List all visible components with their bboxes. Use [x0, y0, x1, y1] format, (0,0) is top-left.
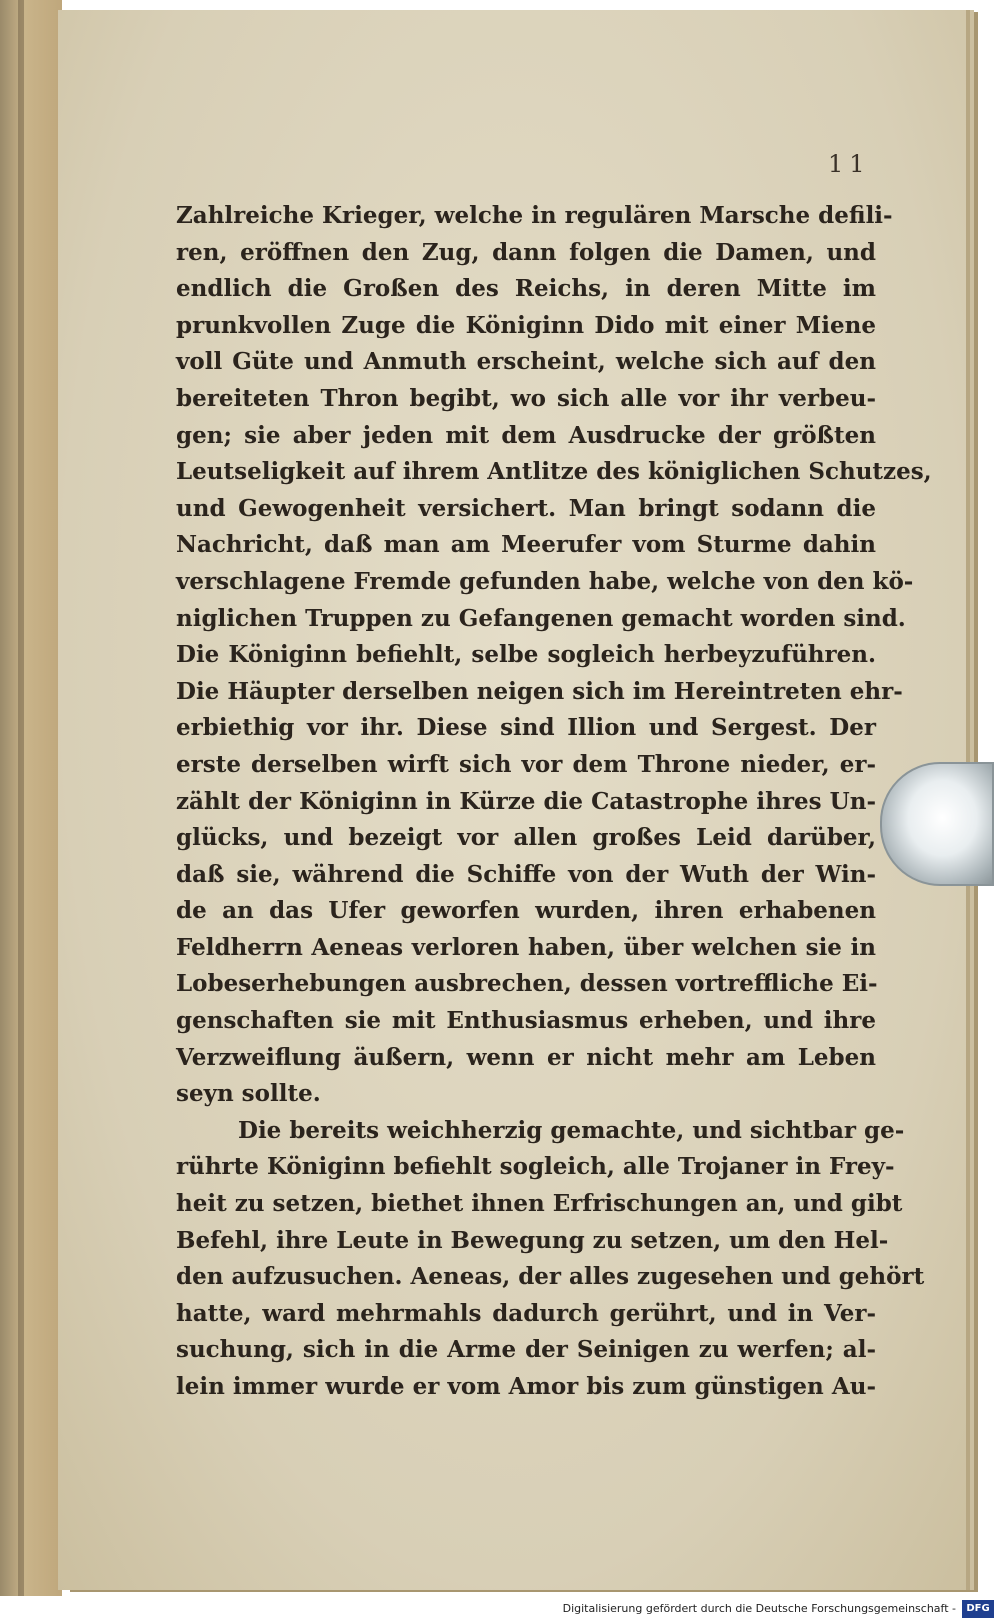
text-line: prunkvollen Zuge die Königinn Dido mit einer Miene — [176, 311, 876, 339]
text-line: Die Häupter derselben neigen sich im Hereintreten ehr- — [176, 677, 903, 705]
text-line: lein immer wurde er vom Amor bis zum günstigen Au- — [176, 1373, 876, 1400]
text-line: genschaften sie mit Enthusiasmus erheben, und ihre — [176, 1007, 876, 1035]
text-line: Feldherrn Aeneas verloren haben, über welchen sie in — [176, 933, 876, 961]
text-line: de an das Ufer geworfen wurden, ihren erhabenen — [176, 897, 876, 925]
text-line: niglichen Truppen zu Gefangenen gemacht worden sind. — [176, 604, 906, 632]
dfg-logo: DFG — [962, 1600, 994, 1618]
text-line: zählt der Königinn in Kürze die Catastrophe ihres Un- — [176, 787, 876, 815]
text-line: hatte, ward mehrmahls dadurch gerührt, und in Ver- — [176, 1299, 876, 1327]
text-line: Befehl, ihre Leute in Bewegung zu setzen, um den Hel- — [176, 1226, 889, 1254]
text-line: verschlagene Fremde gefunden habe, welche von den kö- — [176, 567, 914, 595]
book-page — [58, 10, 966, 1590]
text-line: und Gewogenheit versichert. Man bringt sodann die — [176, 494, 876, 522]
text-line: Leutseligkeit auf ihrem Antlitze des königlichen Schutzes, — [176, 458, 932, 486]
text-line: Die Königinn befiehlt, selbe sogleich herbeyzuführen. — [176, 641, 876, 669]
text-line: Nachricht, daß man am Meerufer vom Sturme dahin — [176, 531, 876, 559]
footer-bar — [0, 1596, 1000, 1624]
text-line: glücks, und bezeigt vor allen großes Leid darüber, — [176, 824, 876, 852]
text-line: rührte Königinn befiehlt sogleich, alle Trojaner in Frey- — [176, 1153, 895, 1181]
text-line: erste derselben wirft sich vor dem Throne nieder, er- — [176, 750, 876, 778]
text-line: daß sie, während die Schiffe von der Wuth der Win- — [176, 860, 876, 888]
text-line: Verzweiflung äußern, wenn er nicht mehr am Leben — [176, 1043, 876, 1071]
text-line: bereiteten Thron begibt, wo sich alle vor ihr verbeu- — [176, 384, 876, 412]
text-line: erbiethig vor ihr. Diese sind Illion und Sergest. Der — [176, 714, 876, 742]
text-line: voll Güte und Anmuth erscheint, welche sich auf den — [176, 348, 876, 376]
text-line: suchung, sich in die Arme der Seinigen zu werfen; al- — [176, 1336, 876, 1364]
text-line: Die bereits weichherzig gemachte, und sichtbar ge- — [238, 1116, 905, 1144]
text-line: gen; sie aber jeden mit dem Ausdrucke der größten — [176, 421, 876, 449]
text-line: den aufzusuchen. Aeneas, der alles zugesehen und gehört — [176, 1263, 925, 1291]
funding-credit: Digitalisierung gefördert durch die Deutsche Forschungsgemeinschaft - — [562, 1602, 956, 1615]
text-line: seyn sollte. — [176, 1080, 321, 1108]
page-text — [176, 198, 932, 1406]
text-line: heit zu setzen, biethet ihnen Erfrischungen an, und gibt — [176, 1190, 903, 1218]
text-line: Lobeserhebungen ausbrechen, dessen vortreffliche Ei- — [176, 970, 878, 998]
text-line: Zahlreiche Krieger, welche in regulären Marsche defili- — [176, 202, 893, 229]
page-clip — [880, 762, 994, 886]
text-line: ren, eröffnen den Zug, dann folgen die Damen, und — [176, 238, 876, 266]
book-binding-edge — [0, 0, 62, 1596]
page-number: 11 — [828, 150, 871, 178]
text-line: endlich die Großen des Reichs, in deren Mitte im — [176, 275, 876, 303]
